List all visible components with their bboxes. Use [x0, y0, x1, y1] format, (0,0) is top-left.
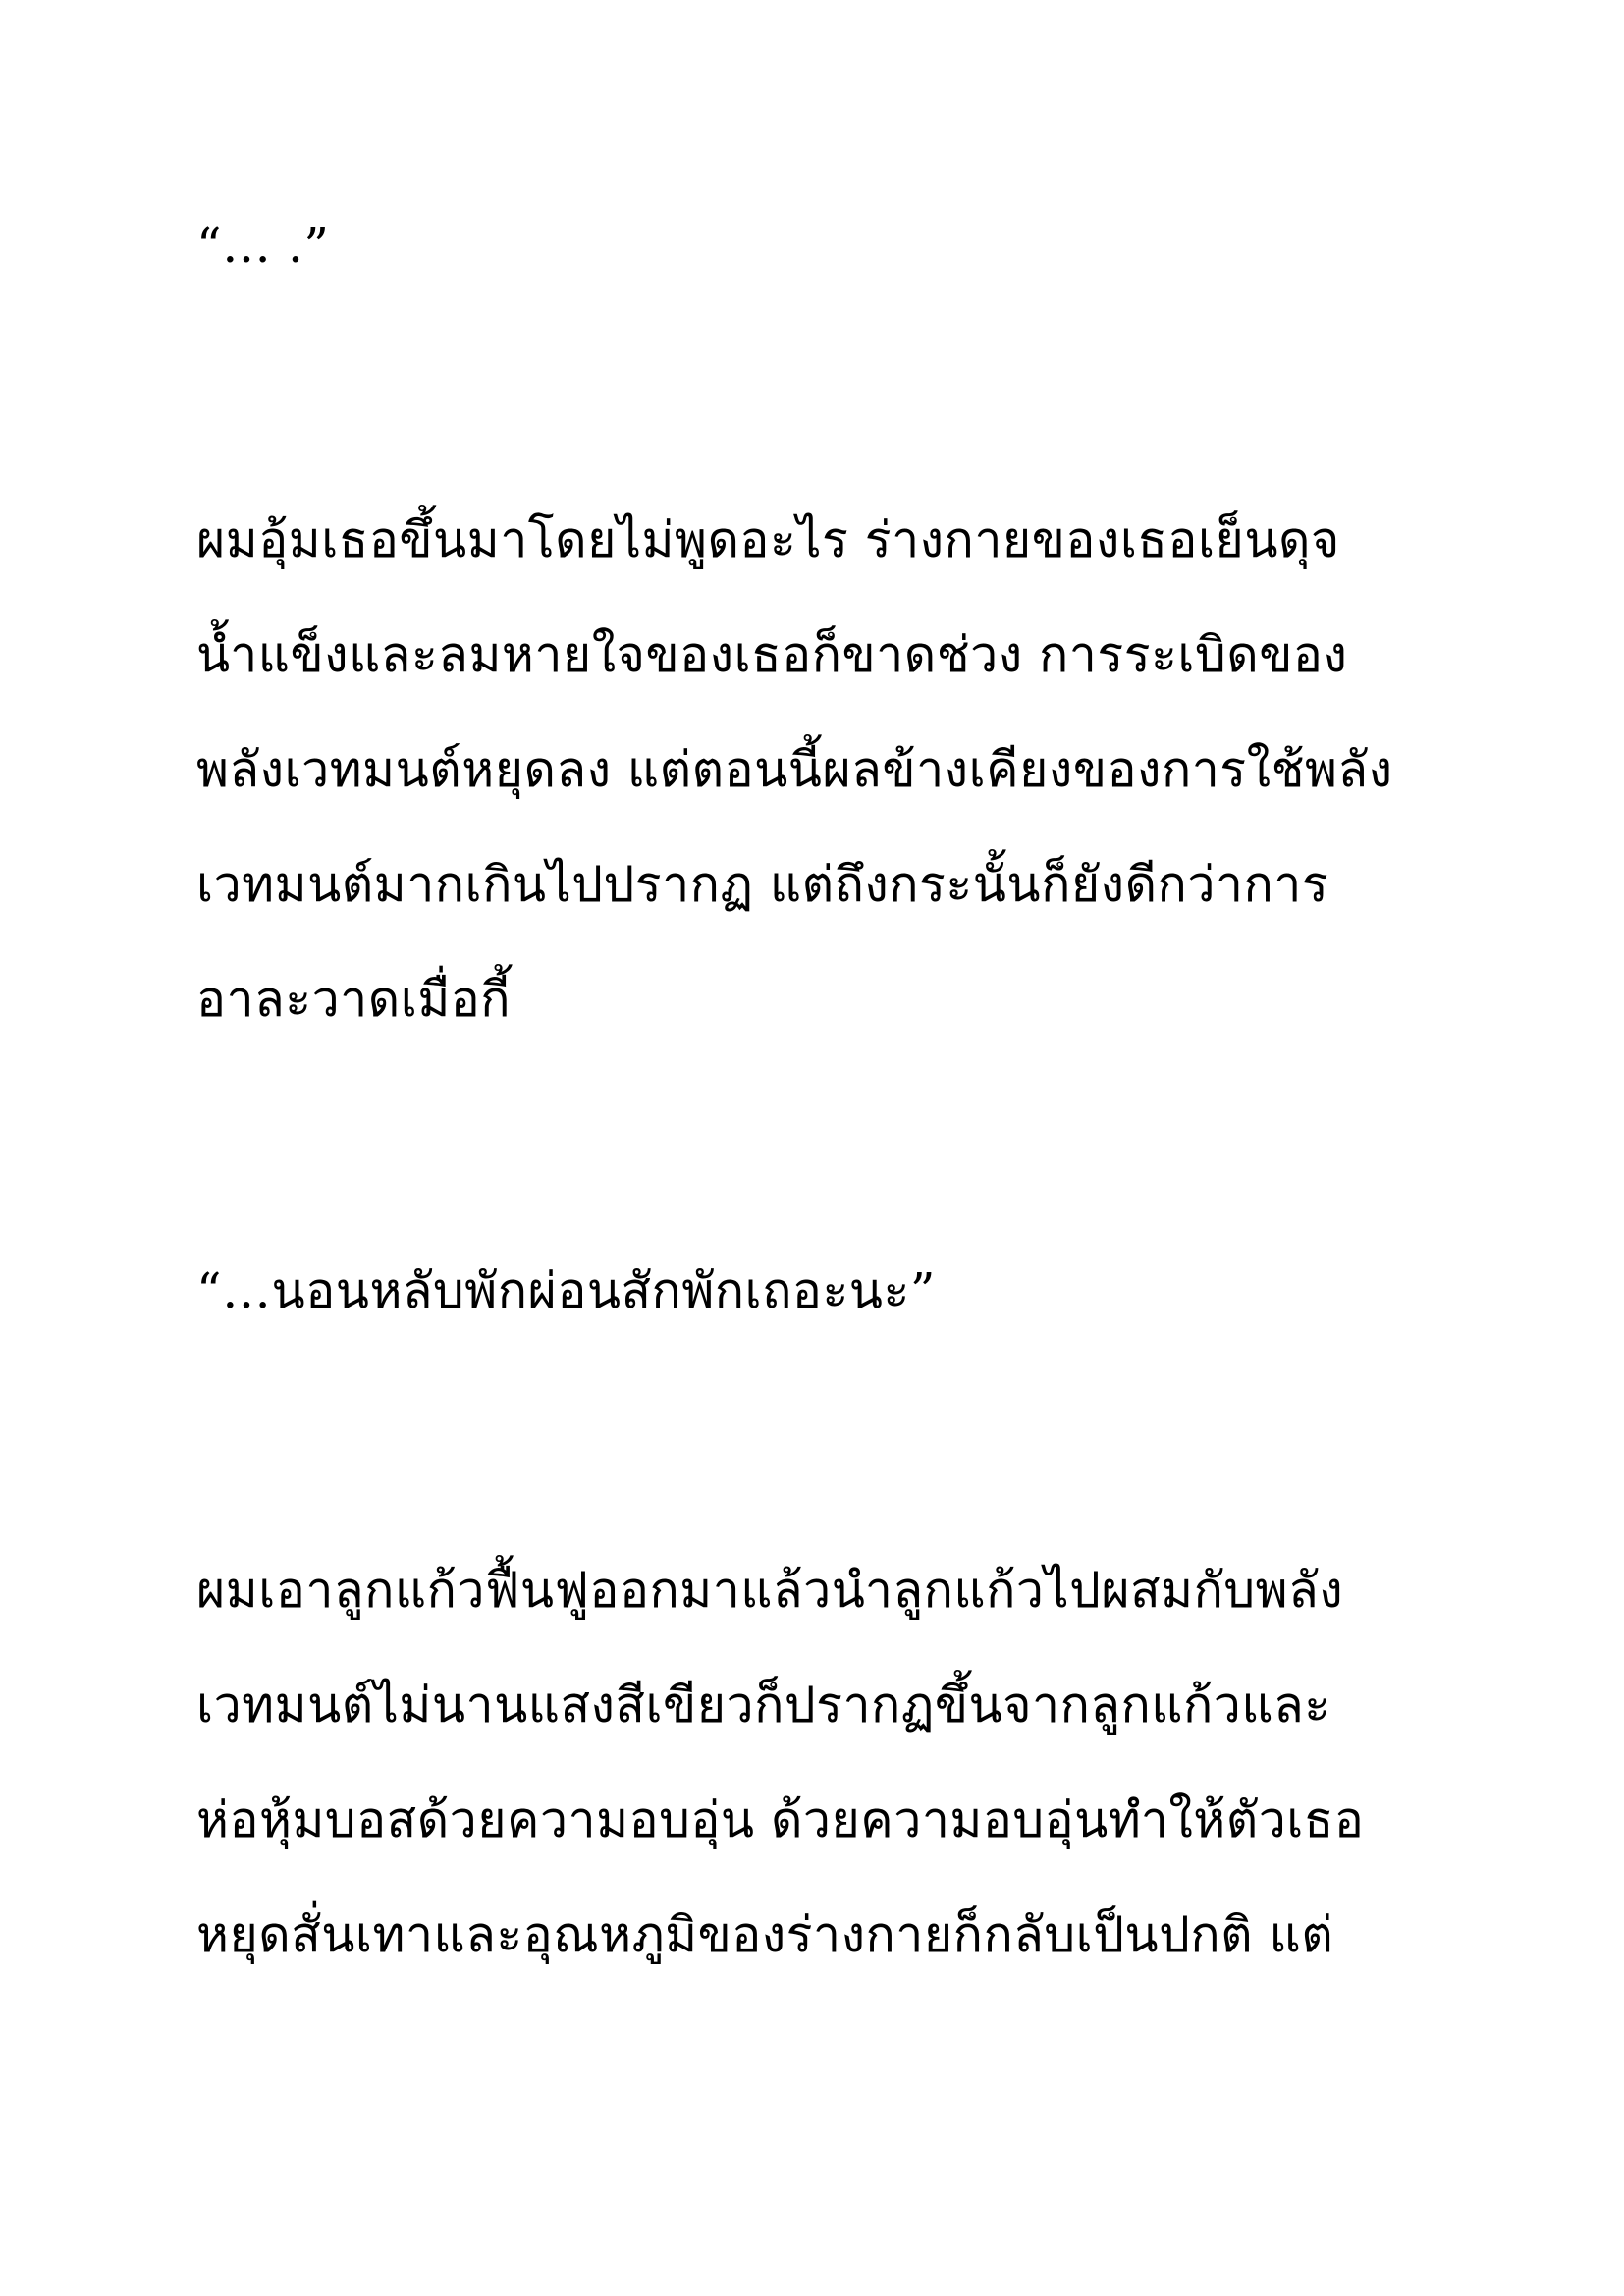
- text-line: ผมอุ้มเธอขึ้นมาโดยไม่พูดอะไร ร่างกายของเธอเย็นดุจ: [196, 511, 1340, 568]
- text-line: อาละวาดเมื่อกี้: [196, 971, 512, 1028]
- text-line: ห่อหุ้มบอสด้วยความอบอุ่น ด้วยความอบอุ่นทำให้ตัวเธอ: [196, 1791, 1365, 1848]
- text-line: น้ำแข็งและลมหายใจของเธอก็ขาดช่วง การระเบิดของ: [196, 626, 1348, 683]
- text-line: ผมเอาลูกแก้วฟื้นฟูออกมาแล้วนำลูกแก้วไปผสมกับพลัง: [196, 1562, 1344, 1619]
- text-line: เวทมนต์มากเกินไปปรากฏ แต่ถึงกระนั้นก็ยังดีกว่าการ: [196, 856, 1329, 913]
- text-line: เวทมนต์ไม่นานแสงสีเขียวก็ปรากฏขึ้นจากลูกแก้วและ: [196, 1677, 1331, 1734]
- text-line: หยุดสั่นเทาและอุณหภูมิของร่างกายก็กลับเป็นปกติ แต่: [196, 1906, 1334, 1963]
- dialogue-line-2: “…นอนหลับพักผ่อนสักพักเถอะนะ”: [196, 1262, 936, 1319]
- text-line: พลังเวทมนต์หยุดลง แต่ตอนนี้ผลข้างเคียงของการใช้พลัง: [196, 741, 1393, 798]
- dialogue-line-1: “… .”: [196, 217, 330, 274]
